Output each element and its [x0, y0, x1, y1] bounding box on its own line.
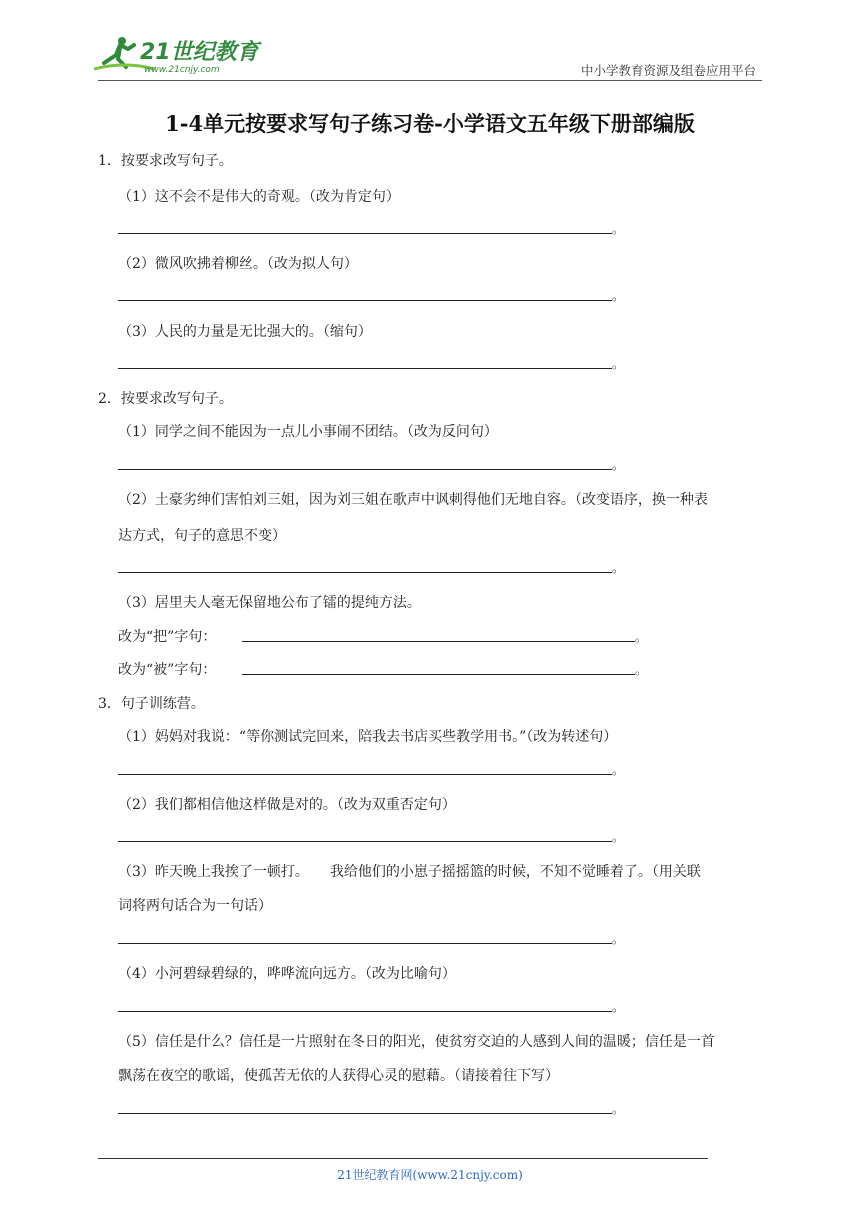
answer-line[interactable]: [118, 774, 612, 775]
end-mark: 。: [612, 830, 625, 844]
q1-item-3: （3）人民的力量是无比强大的。（缩句）: [118, 324, 372, 340]
q3-item-1: （1）妈妈对我说：“等你测试完回来，陪我去书店买些教学用书。”（改为转述句）: [118, 729, 618, 745]
end-mark: 。: [612, 1000, 625, 1014]
ba-sentence-label: 改为“把”字句：: [118, 629, 217, 645]
logo-text: 21世纪教育: [140, 40, 259, 65]
page-title: 1-4单元按要求写句子练习卷-小学语文五年级下册部编版: [165, 111, 695, 136]
q3-item-3: （3）昨天晚上我挨了一顿打。 我给他们的小崽子摇摇篮的时候，不知不觉睡着了。（用关联: [118, 864, 701, 880]
end-mark: 。: [612, 357, 625, 371]
ba-answer-line[interactable]: [242, 641, 635, 642]
q3-item-3-cont: 词将两句话合为一句话）: [118, 898, 272, 914]
answer-line[interactable]: [118, 1113, 612, 1114]
q2-item-2-cont: 达方式，句子的意思不变）: [118, 528, 286, 544]
answer-line[interactable]: [118, 943, 612, 944]
answer-line[interactable]: [118, 368, 612, 369]
runner-logo-icon: [94, 33, 264, 77]
site-logo: [94, 33, 264, 77]
bei-sentence-label: 改为“被”字句：: [118, 662, 217, 678]
q1-item-1: （1）这不会不是伟大的奇观。（改为肯定句）: [118, 189, 400, 205]
q2-item-1: （1）同学之间不能因为一点儿小事闹不团结。（改为反问句）: [118, 424, 498, 440]
end-mark: 。: [612, 1102, 625, 1116]
end-mark: 。: [612, 222, 625, 236]
footer-link[interactable]: 21世纪教育网(www.21cnjy.com): [337, 1168, 523, 1182]
header-divider: [98, 80, 762, 81]
q3-item-5-cont: 飘荡在夜空的歌谣，使孤苦无依的人获得心灵的慰藉。（请接着往下写）: [118, 1068, 559, 1084]
end-mark: 。: [612, 289, 625, 303]
answer-line[interactable]: [118, 841, 612, 842]
header-platform-text: 中小学教育资源及组卷应用平台: [580, 63, 756, 78]
question-3-heading: 3．句子训练营。: [98, 696, 205, 712]
question-2-heading: 2．按要求改写句子。: [98, 391, 233, 407]
question-1-heading: 1．按要求改写句子。: [98, 153, 233, 169]
q3-item-4: （4）小河碧绿碧绿的，哗哗流向远方。（改为比喻句）: [118, 966, 456, 982]
end-mark: 。: [635, 630, 648, 644]
end-mark: 。: [612, 763, 625, 777]
bei-answer-line[interactable]: [242, 674, 635, 675]
answer-line[interactable]: [118, 300, 612, 301]
end-mark: 。: [635, 663, 648, 677]
answer-line[interactable]: [118, 469, 612, 470]
end-mark: 。: [612, 932, 625, 946]
q2-item-2: （2）土豪劣绅们害怕刘三姐，因为刘三姐在歌声中讽刺得他们无地自容。（改变语序，换一种表: [118, 492, 708, 508]
answer-line[interactable]: [118, 233, 612, 234]
q3-item-2: （2）我们都相信他这样做是对的。（改为双重否定句）: [118, 797, 456, 813]
answer-line[interactable]: [118, 1011, 612, 1012]
q1-item-2: （2）微风吹拂着柳丝。（改为拟人句）: [118, 256, 358, 272]
footer-divider: [98, 1158, 708, 1159]
answer-line[interactable]: [118, 572, 612, 573]
end-mark: 。: [612, 458, 625, 472]
q2-item-3: （3）居里夫人毫无保留地公布了镭的提纯方法。: [118, 595, 421, 611]
q3-item-5: （5）信任是什么？信任是一片照射在冬日的阳光，使贫穷交迫的人感到人间的温暖；信任是一首: [118, 1034, 715, 1050]
end-mark: 。: [612, 561, 625, 575]
logo-url: www.21cnjy.com: [144, 65, 220, 75]
